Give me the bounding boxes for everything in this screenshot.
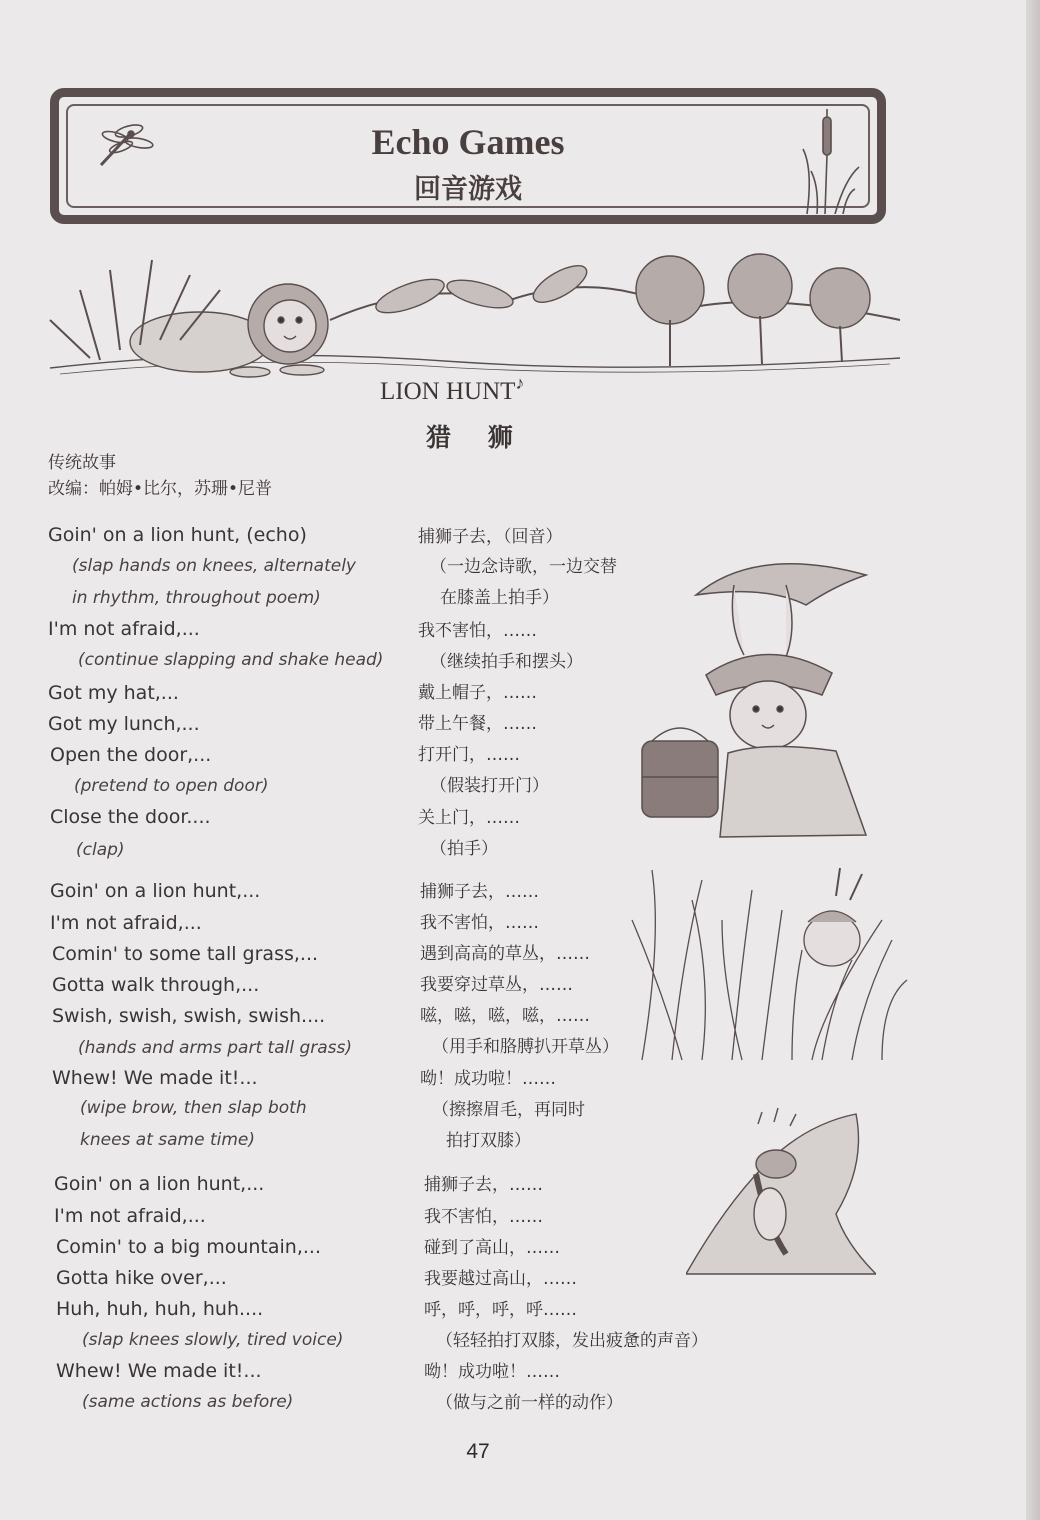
poem-line-zh: 带上午餐，…… (418, 714, 537, 734)
poem-direction-zh: 拍打双膝） (446, 1131, 531, 1151)
poem-direction-zh: 在膝盖上拍手） (440, 588, 559, 608)
poem-line-zh: 我不害怕，…… (420, 913, 539, 933)
poem-line-en: I'm not afraid,... (54, 1205, 206, 1227)
header-box (50, 88, 886, 224)
poem-line-en: Swish, swish, swish, swish.... (52, 1005, 326, 1027)
poem-line-zh: 呼，呼，呼，呼…… (424, 1300, 577, 1320)
poem-direction-zh: （做与之前一样的动作） (436, 1393, 623, 1413)
poem-line-zh: 呦！成功啦！…… (420, 1069, 556, 1089)
poem-line-zh: 捕狮子去，（回音） (418, 527, 563, 547)
poem-line-zh: 打开门，…… (418, 745, 520, 765)
poem-direction-en: (clap) (76, 840, 125, 860)
poem-line-en: Close the door.... (50, 806, 211, 828)
poem-line-zh: 戴上帽子，…… (418, 683, 537, 703)
poem-direction-en: (wipe brow, then slap both (80, 1098, 307, 1118)
credit-source: 传统故事 (48, 453, 116, 473)
poem-line-zh: 捕狮子去，…… (420, 882, 539, 902)
lion-banner-illustration (40, 250, 910, 380)
poem-direction-en: (continue slapping and shake head) (78, 650, 384, 670)
poem-direction-en: (hands and arms part tall grass) (78, 1038, 353, 1058)
music-note-icon: ♪ (515, 373, 525, 393)
page-title-zh: 回音游戏 (414, 174, 522, 205)
credit-adapter: 改编：帕姆•比尔，苏珊•尼普 (48, 479, 273, 499)
poem-direction-en: knees at same time) (80, 1130, 256, 1150)
poem-direction-en: (slap hands on knees, alternately (72, 556, 356, 576)
poem-line-en: Comin' to a big mountain,... (56, 1236, 322, 1258)
poem-line-en: Goin' on a lion hunt,... (54, 1173, 265, 1195)
poem-direction-zh: （擦擦眉毛，再同时 (432, 1100, 585, 1120)
poem-direction-en: (same actions as before) (82, 1392, 294, 1412)
poem-line-en: Comin' to some tall grass,... (52, 943, 319, 965)
poem-line-en: Goin' on a lion hunt, (echo) (48, 524, 307, 546)
poem-line-zh: 呦！成功啦！…… (424, 1362, 560, 1382)
poem-line-zh: 碰到了高山，…… (424, 1238, 560, 1258)
poem-line-en: Gotta walk through,... (52, 974, 260, 996)
tall-grass-illustration (622, 860, 912, 1070)
poem-direction-zh: （继续拍手和摆头） (430, 652, 583, 672)
poem-title: LION HUNT♪ (380, 373, 525, 405)
poem-direction-en: (slap knees slowly, tired voice) (82, 1330, 344, 1350)
poem-direction-zh: （拍手） (430, 839, 498, 859)
page-title: Echo Games (371, 122, 565, 162)
poem-line-en: Gotta hike over,... (56, 1267, 227, 1289)
poem-line-zh: 我要越过高山，…… (424, 1269, 577, 1289)
poem-line-zh: 捕狮子去，…… (424, 1175, 543, 1195)
poem-line-en: I'm not afraid,... (48, 618, 200, 640)
poem-title-zh: 猎 狮 (426, 423, 527, 452)
poem-direction-zh: （假装打开门） (430, 776, 549, 796)
mountain-climb-illustration (686, 1104, 876, 1284)
poem-line-en: Open the door,... (50, 744, 212, 766)
poem-line-en: Goin' on a lion hunt,... (50, 880, 261, 902)
poem-line-zh: 嗞，嗞，嗞，嗞，…… (420, 1006, 590, 1026)
poem-direction-zh: （一边念诗歌，一边交替 (430, 557, 617, 577)
poem-line-en: Huh, huh, huh, huh.... (56, 1298, 264, 1320)
poem-direction-zh: （用手和胳膊扒开草丛） (432, 1037, 619, 1057)
poem-line-zh: 我要穿过草丛，…… (420, 975, 573, 995)
poem-line-zh: 我不害怕，…… (424, 1207, 543, 1227)
poem-line-zh: 遇到高高的草丛，…… (420, 944, 590, 964)
poem-line-en: Whew! We made it!... (56, 1360, 262, 1382)
poem-direction-zh: （轻轻拍打双膝，发出疲惫的声音） (436, 1331, 708, 1351)
poem-direction-en: (pretend to open door) (74, 776, 269, 796)
poem-line-en: Got my lunch,... (48, 713, 200, 735)
poem-direction-en: in rhythm, throughout poem) (72, 588, 321, 608)
poem-line-en: I'm not afraid,... (50, 912, 202, 934)
poem-line-en: Got my hat,... (48, 682, 179, 704)
poem-line-zh: 关上门，…… (418, 808, 520, 828)
rabbit-explorer-illustration (636, 545, 872, 841)
poem-line-en: Whew! We made it!... (52, 1067, 258, 1089)
poem-line-zh: 我不害怕，…… (418, 621, 537, 641)
page-edge (1026, 0, 1040, 1520)
page-number: 47 (466, 1440, 490, 1463)
